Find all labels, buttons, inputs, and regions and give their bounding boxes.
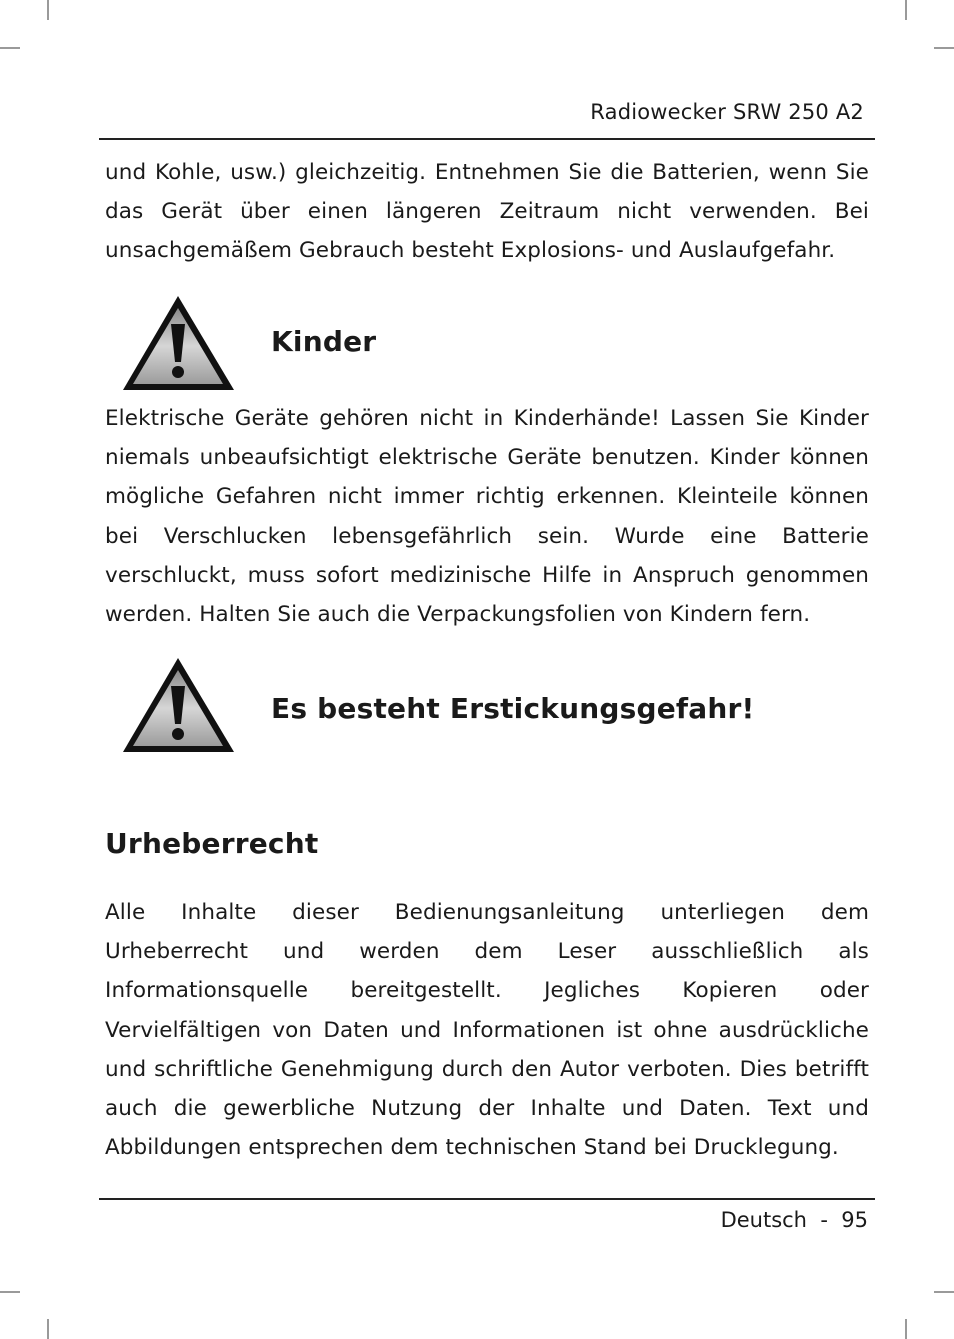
crop-mark-bottom-right-horizontal [934,1291,954,1293]
footer-rule [99,1198,875,1200]
crop-mark-bottom-left-horizontal [0,1291,20,1293]
warning-triangle-icon [121,656,236,754]
kinder-paragraph: Elektrische Geräte gehören nicht in Kinderhände! Lassen Sie Kinder niemals unbeaufsichtigt elektrische Geräte benutzen. Kinder können mögliche Gefahren nicht immer richtig erkennen. Kleinteile können bei Verschlucken lebensgefährlich sein. Wurde eine Batterie verschluckt, muss sofort medizinische Hilfe in Anspruch genommen werden. Halten Sie auch die Verpackungsfolien von Kindern fern. [105,406,869,628]
kinder-heading: Kinder [271,325,377,358]
urheberrecht-heading: Urheberrecht [105,827,319,860]
crop-mark-top-right-vertical [905,0,907,20]
crop-mark-top-left-horizontal [0,47,20,49]
header-rule [99,138,875,140]
crop-mark-bottom-left-vertical [47,1319,49,1339]
crop-mark-top-right-horizontal [934,47,954,49]
running-header: Radiowecker SRW 250 A2 [590,100,864,124]
erstickungsgefahr-heading: Es besteht Erstickungsgefahr! [271,692,755,725]
warning-triangle-icon [121,294,236,392]
crop-mark-bottom-right-vertical [905,1319,907,1339]
page-footer: Deutsch - 95 [720,1208,868,1232]
crop-mark-top-left-vertical [47,0,49,20]
urheberrecht-paragraph: Alle Inhalte dieser Bedienungsanleitung unterliegen dem Urheberrecht und werden dem Leser ausschließlich als Informationsquelle bereitgestellt. Jegliches Kopieren oder Vervielfältigen von Daten und Informationen ist ohne ausdrückliche und schriftliche Genehmigung durch den Autor verboten. Dies betrifft auch die gewerbliche Nutzung der Inhalte und Daten. Text und Abbildungen entsprechen dem technischen Stand bei Drucklegung. [105,900,869,1161]
battery-paragraph: und Kohle, usw.) gleichzeitig. Entnehmen Sie die Batterien, wenn Sie das Gerät über einen längeren Zeitraum nicht verwenden. Bei unsachgemäßem Gebrauch besteht Explosions- und Auslaufgefahr. [105,160,869,264]
